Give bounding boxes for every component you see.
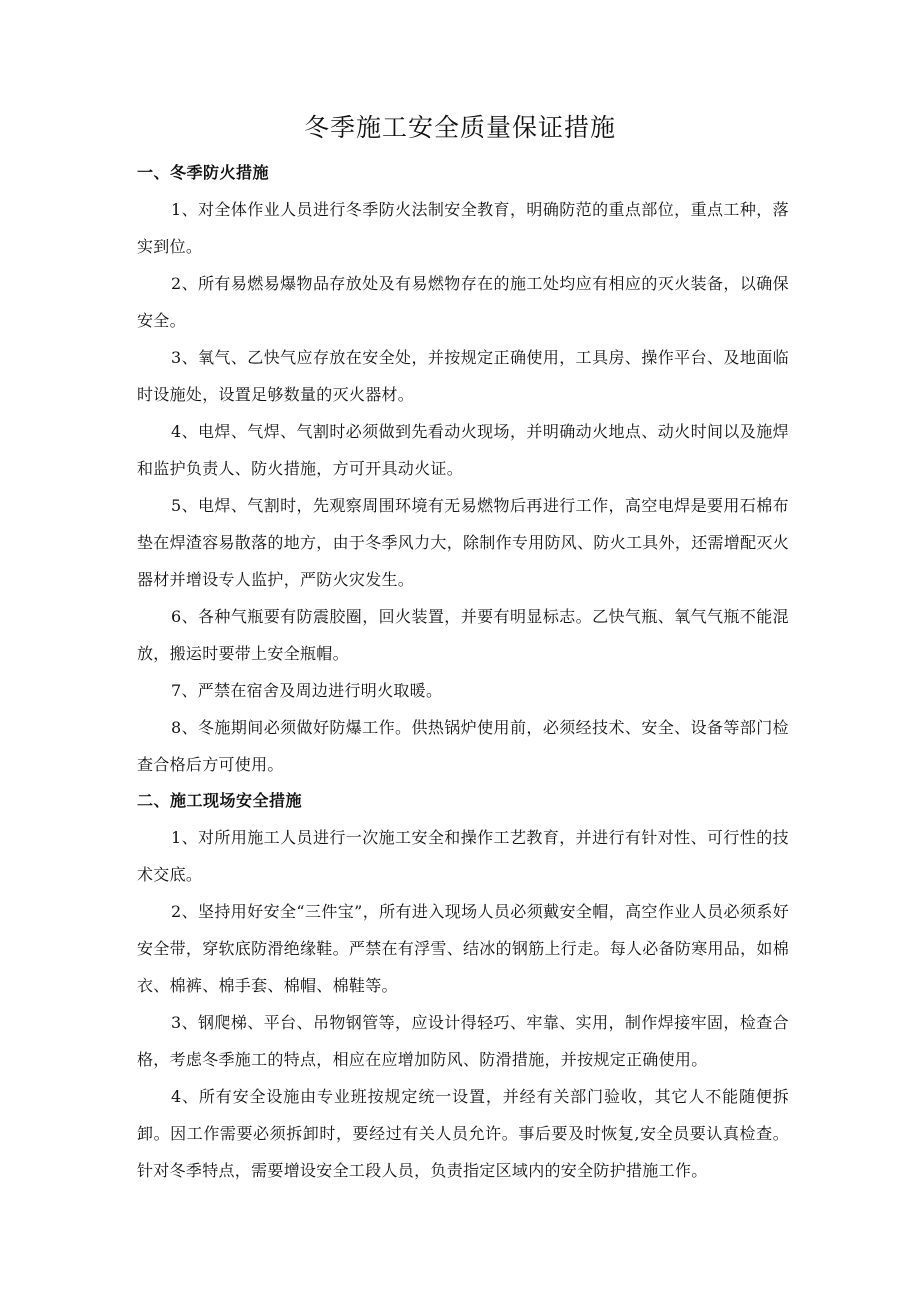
paragraph: 2、坚持用好安全“三件宝”，所有进入现场人员必须戴安全帽，高空作业人员必须系好安全带，穿软底防滑绝缘鞋。严禁在有浮雪、结冰的钢筋上行走。每人必备防寒用品，如棉衣、棉裤、棉手套、棉帽、棉鞋等。 [137, 902, 790, 995]
section-fire-prevention [137, 155, 789, 783]
paragraph: 1、对所用施工人员进行一次施工安全和操作工艺教育，并进行有针对性、可行性的技术交底。 [137, 828, 789, 884]
document-body [137, 155, 789, 1189]
paragraph: 3、氧气、乙快气应存放在安全处，并按规定正确使用，工具房、操作平台、及地面临时设施处，设置足够数量的灭火器材。 [137, 348, 789, 404]
paragraph: 8、冬施期间必须做好防爆工作。供热锅炉使用前，必须经技术、安全、设备等部门检查合格后方可使用。 [137, 718, 789, 774]
section-site-safety [137, 783, 789, 1189]
paragraph: 3、钢爬梯、平台、吊物钢管等，应设计得轻巧、牢靠、实用，制作焊接牢固，检查合格，考虑冬季施工的特点，相应在应增加防风、防滑措施，并按规定正确使用。 [137, 1013, 789, 1069]
paragraph: 5、电焊、气割时，先观察周围环境有无易燃物后再进行工作，高空电焊是要用石棉布垫在焊渣容易散落的地方，由于冬季风力大，除制作专用防风、防火工具外，还需增配灭火器材并增设专人监护，严防火灾发生。 [137, 496, 790, 589]
paragraph: 7、严禁在宿舍及周边进行明火取暖。 [171, 681, 443, 700]
section-heading: 一、冬季防火措施 [137, 163, 270, 182]
paragraph: 2、所有易燃易爆物品存放处及有易燃物存在的施工处均应有相应的灭火装备，以确保安全。 [137, 274, 789, 330]
paragraph: 6、各种气瓶要有防震胶圈，回火装置，并要有明显标志。乙快气瓶、氧气气瓶不能混放，搬运时要带上安全瓶帽。 [137, 607, 789, 663]
paragraph: 4、所有安全设施由专业班按规定统一设置，并经有关部门验收，其它人不能随便拆卸。因工作需要必须拆卸时，要经过有关人员允许。事后要及时恢复,安全员要认真检查。针对冬季特点，需要增设安全工段人员，负责指定区域内的安全防护措施工作。 [137, 1087, 789, 1180]
section-heading: 二、施工现场安全措施 [137, 791, 303, 810]
paragraph: 1、对全体作业人员进行冬季防火法制安全教育，明确防范的重点部位，重点工种，落实到位。 [137, 200, 789, 256]
document-title: 冬季施工安全质量保证措施 [303, 113, 616, 142]
paragraph: 4、电焊、气焊、气割时必须做到先看动火现场，并明确动火地点、动火时间以及施焊和监护负责人、防火措施，方可开具动火证。 [137, 422, 789, 478]
